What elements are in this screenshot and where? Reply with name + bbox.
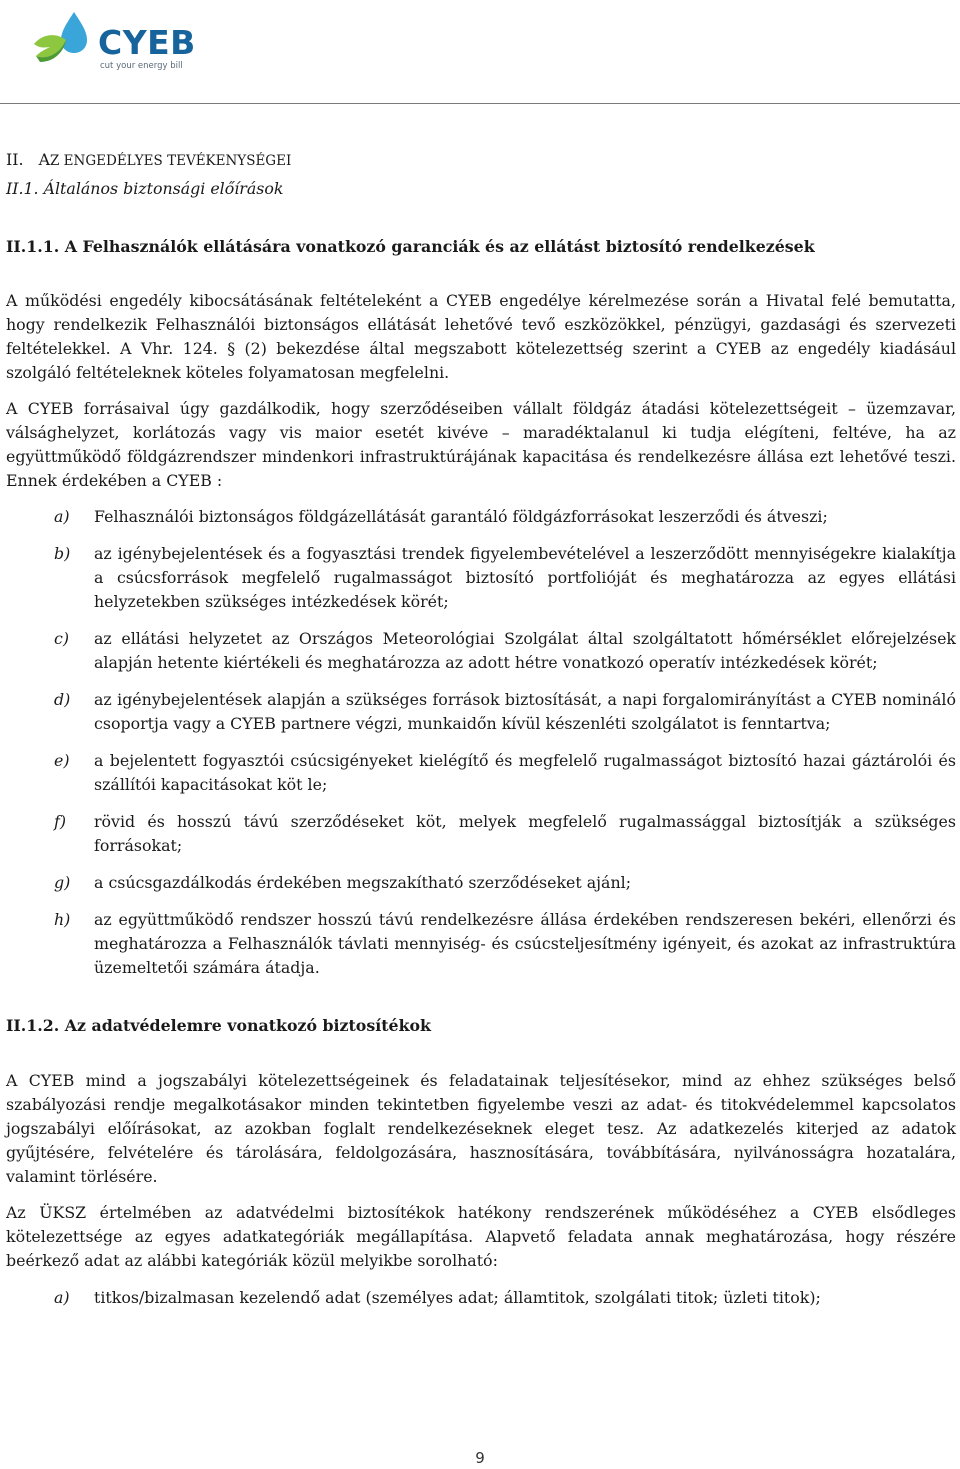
- list-marker: h): [54, 910, 71, 929]
- list-marker: e): [54, 751, 70, 770]
- page-header: [0, 0, 960, 104]
- section-heading-2: II.1.2. Az adatvédelemre vonatkozó biztosítékok: [6, 1016, 432, 1035]
- list-item-text: a bejelentett fogyasztói csúcsigényeket kielégítő és megfelelő rugalmasságot biztosító hazai gáztárolói és szállítói kapacitásokat köt le;: [94, 751, 956, 794]
- list-item-text: az ellátási helyzetet az Országos Meteorológiai Szolgálat által szolgáltatott hőmérséklet előrejelzések alapján hetente kiértékeli és meghatározza az adott hétre vonatkozó operatív intézkedések körét;: [94, 629, 956, 672]
- paragraph: Az ÜKSZ értelmében az adatvédelmi biztosítékok hatékony rendszerének működéséhez a CYEB elsődleges kötelezettsége az egyes adatkategóriák megállapítása. Alapvető feladata annak meghatározása, hogy részére beérkező adat az alábbi kategóriák közül melyikbe sorolható:: [6, 1203, 956, 1270]
- chapter-title-initial: A: [38, 150, 51, 169]
- list-marker: b): [54, 544, 71, 563]
- list-item: [6, 688, 956, 736]
- list-item: [6, 1286, 956, 1310]
- list-item-text: a csúcsgazdálkodás érdekében megszakítható szerződéseket ajánl;: [94, 873, 632, 892]
- logo-tagline: cut your energy bill: [100, 61, 183, 71]
- list-marker: a): [54, 507, 70, 526]
- subchapter-heading: II.1. Általános biztonsági előírások: [6, 179, 284, 198]
- list-item-text: titkos/bizalmasan kezelendő adat (személyes adat; államtitok, szolgálati titok; üzleti titok);: [94, 1288, 821, 1307]
- chapter-number: II.: [6, 150, 24, 169]
- list-marker: f): [54, 812, 67, 831]
- list-item-text: az igénybejelentések és a fogyasztási trendek figyelembevételével a leszerződött mennyiségekre kialakítja a csúcsforrások megfelelő rugalmasságot biztosító portfolióját és meghatározza az egyes ellátási helyzetekben szükséges intézkedések körét;: [94, 544, 956, 611]
- list-item: [6, 505, 956, 529]
- paragraph: A működési engedély kibocsátásának feltételeként a CYEB engedélye kérelmezése során a Hivatal felé bemutatta, hogy rendelkezik Felhasználói biztonságos ellátását lehetővé tevő eszközökkel, pénzügyi, gazdasági és szervezeti feltételekkel. A Vhr. 124. § (2) bekezdése által megszabott kötelezettség szerint a CYEB az engedély kiadásául szolgáló feltételeknek köteles folyamatosan megfelelni.: [6, 291, 956, 382]
- list-marker: g): [54, 873, 71, 892]
- list-item-text: Felhasználói biztonságos földgázellátását garantáló földgázforrásokat leszerződi és átveszi;: [94, 507, 828, 526]
- list-item: [6, 810, 956, 858]
- header-divider: [0, 103, 960, 104]
- leaf-drop-icon: [30, 10, 96, 76]
- list-marker: d): [54, 690, 71, 709]
- list-item: [6, 871, 956, 895]
- list-item: [6, 908, 956, 980]
- logo-wordmark: CYEB: [98, 23, 196, 62]
- list-item-text: az együttműködő rendszer hosszú távú rendelkezésre állása érdekében rendszeresen bekéri, ellenőrzi és meghatározza a Felhasználók távlati mennyiség- és csúcsteljesítmény igényeit, és azokat az infrastruktúra üzemeltetői számára átadja.: [94, 910, 956, 977]
- cyeb-logo: [30, 10, 200, 82]
- list-item: [6, 542, 956, 614]
- list-marker: a): [54, 1288, 70, 1307]
- document-body: [6, 148, 956, 1310]
- list-item: [6, 749, 956, 797]
- list-item-text: rövid és hosszú távú szerződéseket köt, melyek megfelelő rugalmassággal biztosítják a szükséges forrásokat;: [94, 812, 956, 855]
- list-item-text: az igénybejelentések alapján a szükséges források biztosítását, a napi forgalomirányítást a CYEB nomináló csoportja vagy a CYEB partnere végzi, munkaidőn kívül készenléti szolgálatot is fenntartva;: [94, 690, 956, 733]
- chapter-heading: [6, 148, 956, 173]
- page-number: 9: [475, 1449, 485, 1467]
- list-item: [6, 627, 956, 675]
- section-heading-1: II.1.1. A Felhasználók ellátására vonatkozó garanciák és az ellátást biztosító rendelkezések: [6, 237, 815, 256]
- list-marker: c): [54, 629, 70, 648]
- paragraph: A CYEB forrásaival úgy gazdálkodik, hogy szerződéseiben vállalt földgáz átadási kötelezettségeit – üzemzavar, válsághelyzet, korlátozás vagy vis maior esetét kivéve – maradéktalanul ki tudja elégíteni, feltéve, ha az együttműködő földgázrendszer mindenkori infrastruktúrájának kapacitása és rendelkezésre állása ezt lehetővé teszi. Ennek érdekében a CYEB :: [6, 399, 956, 490]
- paragraph: A CYEB mind a jogszabályi kötelezettségeinek és feladatainak teljesítésekor, mind az ehhez szükséges belső szabályozási rendje megalkotásakor minden tekintetben figyelembe veszi az adat- és titokvédelemmel kapcsolatos jogszabályi előírásokat, az azokban foglalt rendelkezéseknek eleget tesz. Az adatkezelés kiterjed az adatok gyűjtésére, felvételére és tárolására, feldolgozására, hasznosítására, továbbítására, nyilvánosságra hozatalára, valamint törlésére.: [6, 1071, 956, 1186]
- chapter-title-rest: Z ENGEDÉLYES TEVÉKENYSÉGEI: [50, 153, 292, 169]
